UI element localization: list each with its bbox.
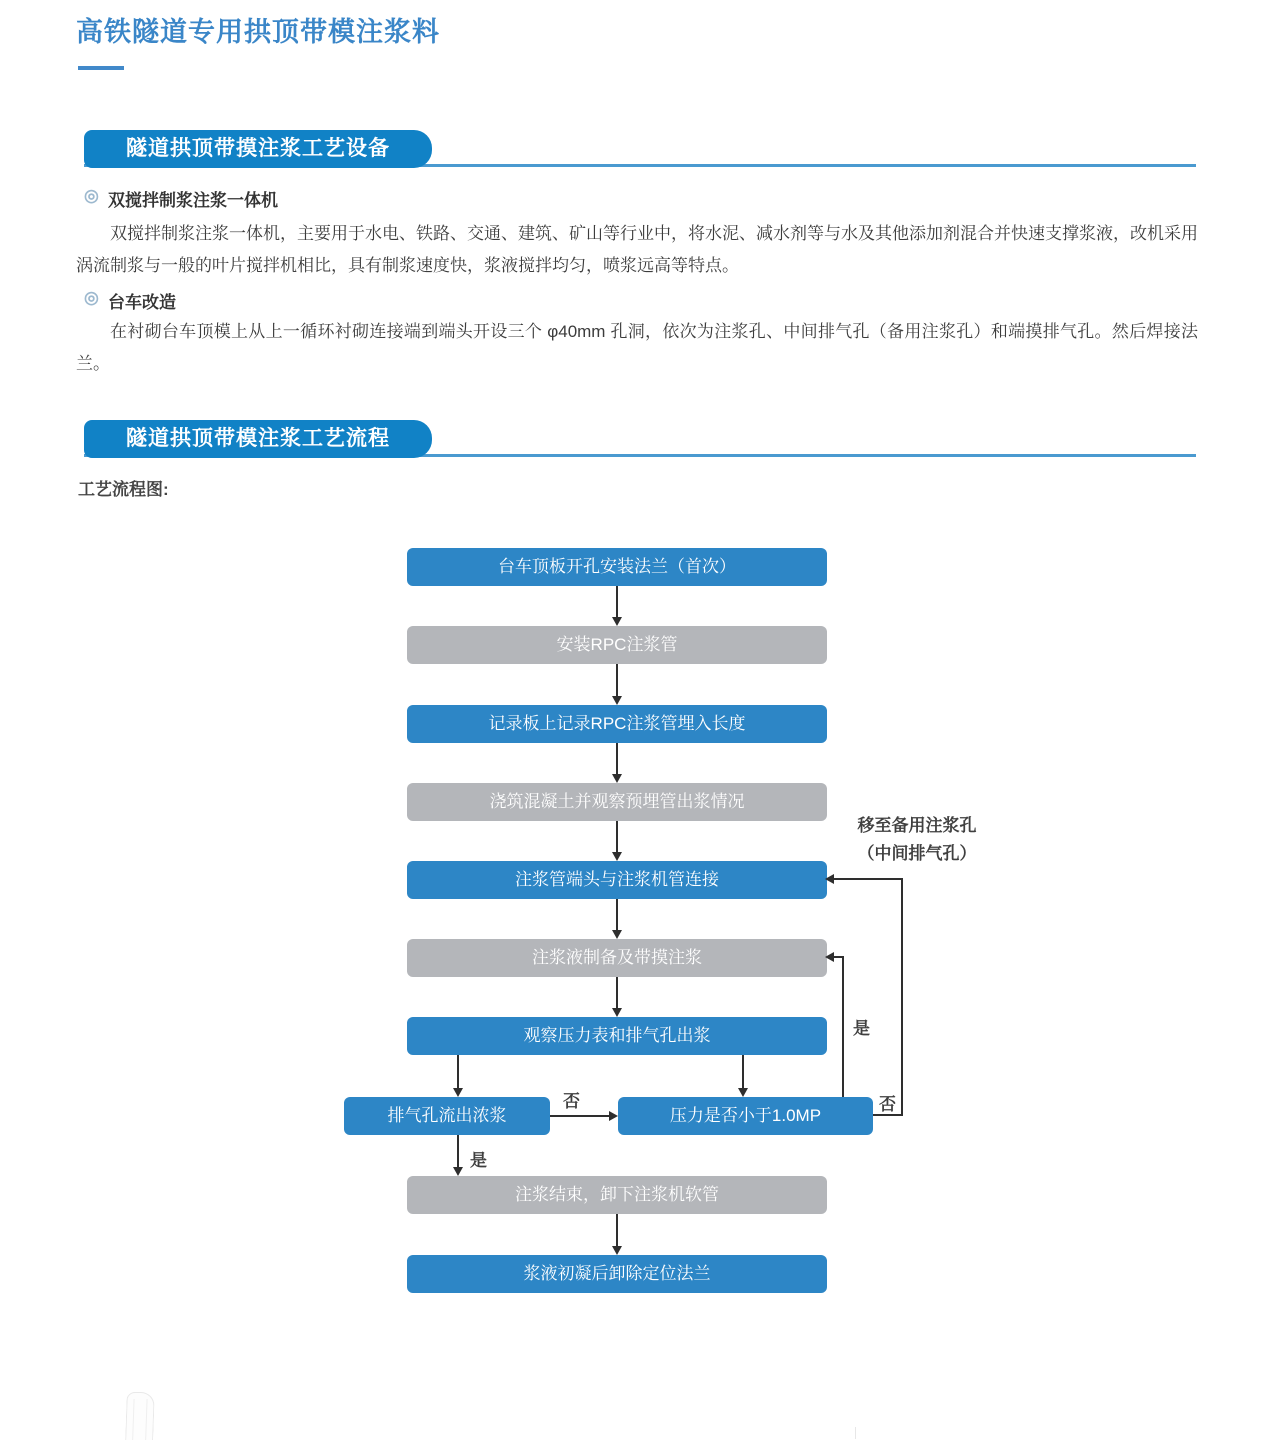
flow-node-prepare-grout: 注浆液制备及带摸注浆 <box>407 939 827 977</box>
item-heading-mixer: 双搅拌制浆注浆一体机 <box>108 191 278 210</box>
flow-node-thick-slurry: 排气孔流出浓浆 <box>344 1097 550 1135</box>
watermark-building <box>125 1392 155 1440</box>
item-heading-trolley: 台车改造 <box>108 293 176 312</box>
flow-node-record-length: 记录板上记录RPC注浆管埋入长度 <box>407 705 827 743</box>
section-banner-process: 隧道拱顶带模注浆工艺流程 <box>84 420 432 458</box>
connector-n10-n11 <box>616 1214 618 1246</box>
arrowhead-n3-n4 <box>612 774 622 783</box>
flow-node-install-rpc-pipe: 安装RPC注浆管 <box>407 626 827 664</box>
label-loop-yes: 是 <box>853 1019 870 1038</box>
label-branch-yes: 是 <box>470 1151 487 1170</box>
connector-n5-n6 <box>616 899 618 930</box>
arrowhead-n2-n3 <box>612 696 622 705</box>
connector-loop-yes-horizontal <box>834 956 844 958</box>
connector-n7-n9 <box>742 1055 744 1088</box>
arrowhead-loop-yes <box>825 952 834 962</box>
flow-node-install-flange: 台车顶板开孔安装法兰（首次） <box>407 548 827 586</box>
arrowhead-n8-n9 <box>609 1111 618 1121</box>
label-loop-no: 否 <box>879 1095 896 1114</box>
flow-annotation-backup-hole <box>842 812 992 868</box>
arrowhead-n5-n6 <box>612 930 622 939</box>
arrowhead-loop-no <box>825 874 834 884</box>
connector-n8-n10 <box>457 1135 459 1167</box>
connector-loop-no-horizontal <box>834 878 903 880</box>
arrowhead-n1-n2 <box>612 617 622 626</box>
connector-n4-n5 <box>616 821 618 852</box>
flow-node-connect-pipe: 注浆管端头与注浆机管连接 <box>407 861 827 899</box>
connector-n1-n2 <box>616 586 618 617</box>
title-underline <box>78 66 124 70</box>
paragraph-trolley: 在衬砌台车顶模上从上一循环衬砌连接端到端头开设三个 φ40mm 孔洞，依次为注浆孔、中间排气孔（备用注浆孔）和端摸排气孔。然后焊接法兰。 <box>76 322 1198 373</box>
arrowhead-n8-n10 <box>453 1167 463 1176</box>
connector-n6-n7 <box>616 977 618 1008</box>
connector-n3-n4 <box>616 743 618 774</box>
flow-node-pressure-check: 压力是否小于1.0MP <box>618 1097 873 1135</box>
flow-node-observe-gauge: 观察压力表和排气孔出浆 <box>407 1017 827 1055</box>
flow-node-pour-concrete: 浇筑混凝土并观察预埋管出浆情况 <box>407 783 827 821</box>
connector-n7-n8 <box>457 1055 459 1088</box>
flow-node-finish-grouting: 注浆结束，卸下注浆机软管 <box>407 1176 827 1214</box>
annotation-line1: 移至备用注浆孔 <box>857 816 977 835</box>
connector-loop-no-vertical <box>901 879 903 1116</box>
page-title: 高铁隧道专用拱顶带模注浆料 <box>76 17 440 47</box>
bullet-icon: ◎ <box>84 288 99 307</box>
paragraph-mixer: 双搅拌制浆注浆一体机，主要用于水电、铁路、交通、建筑、矿山等行业中，将水泥、减水剂等与水及其他添加剂混合并快速支撑浆液，改机采用涡流制浆与一般的叶片搅拌机相比，具有制浆速度快，浆液搅拌均匀，喷浆远高等特点。 <box>76 224 1198 275</box>
arrowhead-n6-n7 <box>612 1008 622 1017</box>
section-banner-equipment: 隧道拱顶带摸注浆工艺设备 <box>84 130 432 168</box>
watermark-tick <box>855 1427 856 1439</box>
annotation-line2: （中间排气孔） <box>857 844 977 863</box>
arrowhead-n7-n9 <box>738 1088 748 1097</box>
flowchart-caption: 工艺流程图: <box>78 480 169 499</box>
watermark-building-detail <box>132 1399 147 1440</box>
arrowhead-n7-n8 <box>453 1088 463 1097</box>
connector-n2-n3 <box>616 664 618 696</box>
connector-loop-yes-vertical <box>842 957 844 1097</box>
arrowhead-n10-n11 <box>612 1246 622 1255</box>
connector-n8-n9 <box>550 1115 610 1117</box>
label-branch-no: 否 <box>563 1092 580 1111</box>
flow-node-remove-flange: 浆液初凝后卸除定位法兰 <box>407 1255 827 1293</box>
arrowhead-n4-n5 <box>612 852 622 861</box>
bullet-icon: ◎ <box>84 186 99 205</box>
